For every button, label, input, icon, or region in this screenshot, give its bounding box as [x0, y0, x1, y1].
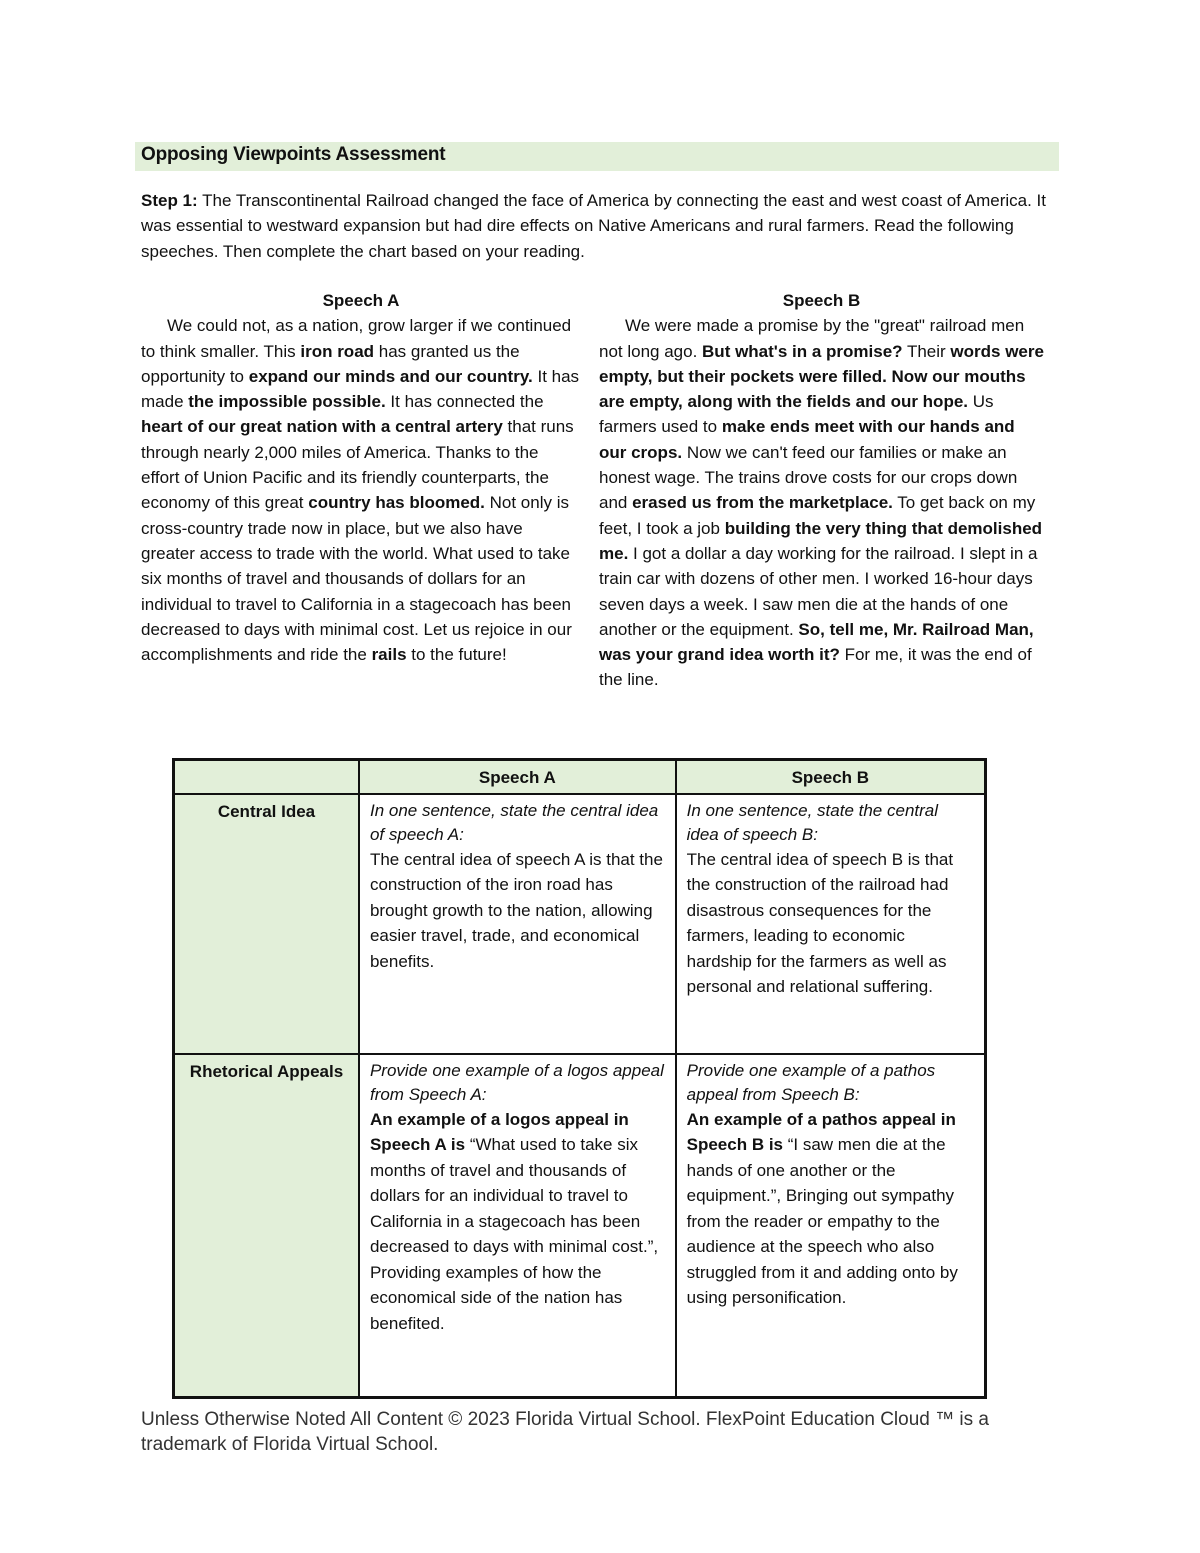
rhetorical-b-bold: An example of a pathos appeal in Speech B is: [686, 1109, 956, 1154]
intro-text: The Transcontinental Railroad changed the face of America by connecting the east and west coast of America. It was essential to westward expansion but had dire effects on Native Americans and rural farmers. Read the following speeches. Then complete the chart based on your reading.: [141, 191, 1046, 261]
speech-a-seg: country has bloomed.: [308, 493, 485, 513]
speech-a-seg: It has made: [141, 366, 580, 412]
speech-a-seg: that runs through nearly 2,000 miles of America. Thanks to the effort of Union Pacific and its friendly counterparts, the economy of this great: [141, 417, 574, 513]
speech-a-seg: the impossible possible.: [188, 392, 386, 412]
central-idea-b-prompt: In one sentence, state the central idea of speech B:: [686, 800, 939, 844]
speech-b-seg: I got a dollar a day working for the railroad. I slept in a train car with dozens of other men. I worked 16-hour days seven days a week. I saw men die at the hands of one another or the equipment.: [599, 543, 1038, 639]
rhetorical-b-cell[interactable]: [676, 1054, 986, 1398]
row-label-rhetorical-appeals: Rhetorical Appeals: [174, 1054, 359, 1398]
speech-a-heading: Speech A: [322, 291, 400, 310]
speech-a-seg: to the future!: [406, 645, 507, 665]
speech-b-seg: erased us from the marketplace.: [632, 493, 893, 513]
chart-header-row: [174, 760, 986, 794]
central-idea-a-cell[interactable]: [359, 794, 676, 1054]
speech-b-seg: words were empty, but their pockets were filled. Now our mouths are empty, along with the fields and our hope.: [599, 341, 1044, 412]
speech-b-seg: To get back on my feet, I took a job: [599, 493, 1036, 538]
central-idea-a-answer: The central idea of speech A is that the construction of the iron road has brought growth to the nation, allowing easier travel, trade, and economical benefits.: [369, 849, 663, 971]
chart-col-speech-a: Speech A: [359, 760, 676, 794]
row-label-central-idea: Central Idea: [174, 794, 359, 1054]
speech-a-seg: has granted us the opportunity to: [141, 341, 520, 386]
speech-b-seg: make ends meet with our hands and our crops.: [599, 417, 1015, 462]
speech-a-seg: heart of our great nation with a central artery: [141, 417, 503, 437]
speech-b-seg: But what's in a promise?: [702, 341, 903, 361]
rhetorical-a-cell[interactable]: [359, 1054, 676, 1398]
central-idea-a-prompt: In one sentence, state the central idea of speech A:: [369, 800, 659, 844]
speech-a-seg: It has connected the: [385, 392, 544, 412]
rhetorical-b-prompt: Provide one example of a pathos appeal from Speech B:: [686, 1060, 936, 1104]
rhetorical-b-rest: “I saw men die at the hands of one another or the equipment.”, Bringing out sympathy from the reader or empathy to the audience at the speech who also struggled from it and adding onto by using personification.: [686, 1135, 958, 1307]
page-title: Opposing Viewpoints Assessment: [135, 142, 1059, 171]
speech-b-text: [599, 313, 1044, 692]
speech-a-seg: We could not, as a nation, grow larger if we continued to think smaller. This: [141, 316, 572, 361]
chart-col-speech-b: Speech B: [676, 760, 986, 794]
copyright-footer: Unless Otherwise Noted All Content © 2023 Florida Virtual School. FlexPoint Education Cloud ™ is a trademark of Florida Virtual School.: [141, 1409, 989, 1455]
chart-row-central-idea: [174, 794, 986, 1054]
rhetorical-a-bold: An example of a logos appeal in Speech A is: [369, 1109, 629, 1154]
step-label: Step 1:: [141, 191, 198, 210]
speech-a-seg: rails: [371, 645, 407, 665]
central-idea-b-answer: The central idea of speech B is that the construction of the railroad had disastrous consequences for the farmers, leading to economic hardship for the farmers as well as personal and relational suffering.: [686, 849, 954, 996]
central-idea-b-cell[interactable]: [676, 794, 986, 1054]
speech-b-heading: Speech B: [782, 291, 861, 310]
speech-a-seg: iron road: [300, 341, 375, 361]
speech-b-seg: We were made a promise by the "great" railroad men not long ago.: [599, 316, 1025, 361]
speech-a-seg: expand our minds and our country.: [248, 366, 533, 386]
comparison-chart: [172, 758, 987, 1399]
speech-b-seg: Now we can't feed our families or make an honest wage. The trains drove costs for our crops down and: [599, 442, 1018, 513]
chart-corner-cell: [174, 760, 359, 794]
speech-a-column: [141, 288, 581, 667]
speech-b-seg: building the very thing that demolished me.: [599, 518, 1043, 563]
speech-b-seg: So, tell me, Mr. Railroad Man, was your grand idea worth it?: [599, 619, 1034, 665]
speech-a-text: [141, 313, 581, 667]
rhetorical-a-prompt: Provide one example of a logos appeal from Speech A:: [369, 1060, 664, 1104]
chart-row-rhetorical-appeals: [174, 1054, 986, 1398]
speech-b-seg: Us farmers used to: [599, 392, 994, 437]
speech-b-column: [599, 288, 1044, 693]
rhetorical-a-rest: “What used to take six months of travel and thousands of dollars for an individual to travel to California in a stagecoach has been decreased to days with minimal cost.”, Providing examples of how the economical side of the nation has benefited.: [369, 1135, 659, 1333]
speech-b-seg: For me, it was the end of the line.: [599, 645, 1032, 690]
speech-b-seg: Their: [902, 341, 951, 361]
intro-paragraph: [141, 188, 1059, 264]
speech-a-seg: Not only is cross-country trade now in place, but we also have greater access to trade with the world. What used to take six months of travel and thousands of dollars for an individual to travel to California in a stagecoach has been decreased to days with minimal cost. Let us rejoice in our accomplishments and ride the: [141, 493, 572, 665]
